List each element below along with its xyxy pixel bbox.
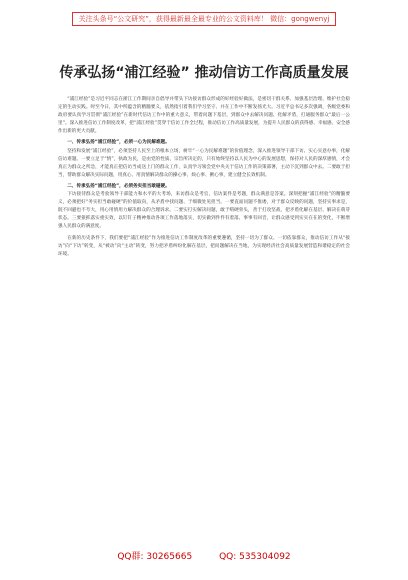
paragraph: 在新的历史条件下，我们要把“浦江经验”作为推进信访工作制度改革的重要遵循，坚持一切为了群众、一切依靠群众，推动信访工作从“接访”向“下访”转变，从“被动”向“主动”转变，努力把矛盾纠纷化解在基层，把问题解决在当地，为实现经济社会高质量发展营造和谐稳定的社会环境。 [58,235,350,257]
footer-contact [0,549,408,562]
qq-text: QQ: 535304092 [219,552,291,562]
article-body [58,96,350,259]
banner-text: 关注头条号“公文研究”，获得最新最全最专业的公文资料库！ 微信：gongwenyj [72,12,337,26]
paragraph: 坚持和发展“浦江经验”，必须坚持人民至上的根本立场，树牢“一心为民解难题”的价值理念，深入推进领导干部下访、实心实意办事，化解信访难题。一要立足于“情”，执政为民，是由党的性质、宗旨所决定的，只有始终坚持以人民为中心的发展思想，保持对人民的深厚感情，才会真正为群众之所急，才能真正把信访当成送上门的群众工作，认真学习领会党中央关于信访工作的决策部署，主动下沉到群众中去。二要敢于担当，帮助群众解决实际问题，用真心、用真情解决群众的操心事、烦心事、揪心事，建立健全长效机制。 [58,148,350,178]
section-heading: 二、传承弘扬“浦江经验”，必须务实担当敢碰硬。 [67,183,170,189]
page-title: 传承弘扬“浦江经验” 推动信访工作高质量发展 [59,65,349,81]
paragraph: “浦江经验”是习近平同志在浙江工作期间亲自倡导并带头下访接访群众形成的好经验好做法，是密切干群关系、加强基层治理、维护社会稳定的生动实践。时至今日，其中所蕴含的精髓要义，依然指引着我们学习坚守、并在工作中不断发扬光大。习近平总书记多次强调，各级党委和政府要认真学习贯彻“浦江经验”在新时代信访工作中的重大意义，带着问题下基层，到群众中去解决问题、化解矛盾，打通服务群众“最后一公里”。深入推进信访工作制度改革，把“浦江经验”贯穿于信访工作全过程，推动信访工作高质量发展，为提升人民群众的获得感、幸福感、安全感作出新的更大贡献。 [58,97,350,135]
top-banner [0,6,408,26]
section-heading: 一、传承弘扬“浦江经验”，必须一心为民解难题。 [67,140,170,146]
paragraph: 下访接待群众是考验领导干部能力和水平的大考场，来访群众是考官，信访案件是考题，群众满意是答案。深刻把握“浦江经验”的精髓要义，必须把好“务实担当敢碰硬”的价值取向，从矛盾中找问题、于细微处见担当。一要直面问题不推诿，对于群众反映的问题，坚持实事求是，既不回避也不夸大，用心用情用力解决群众的合理诉求。二要实打实解决问题，敢于啃硬骨头，善于打攻坚战，把矛盾化解在基层、解决在萌芽状态。三要狠抓落实重实效，以钉钉子精神推动各项工作落地落实，切实做到件件有着落、事事有回音，让群众感受到实实在在的变化，不断增强人民群众的满意度。 [58,192,350,230]
qq-group-text: QQ群: 30265665 [117,552,193,562]
